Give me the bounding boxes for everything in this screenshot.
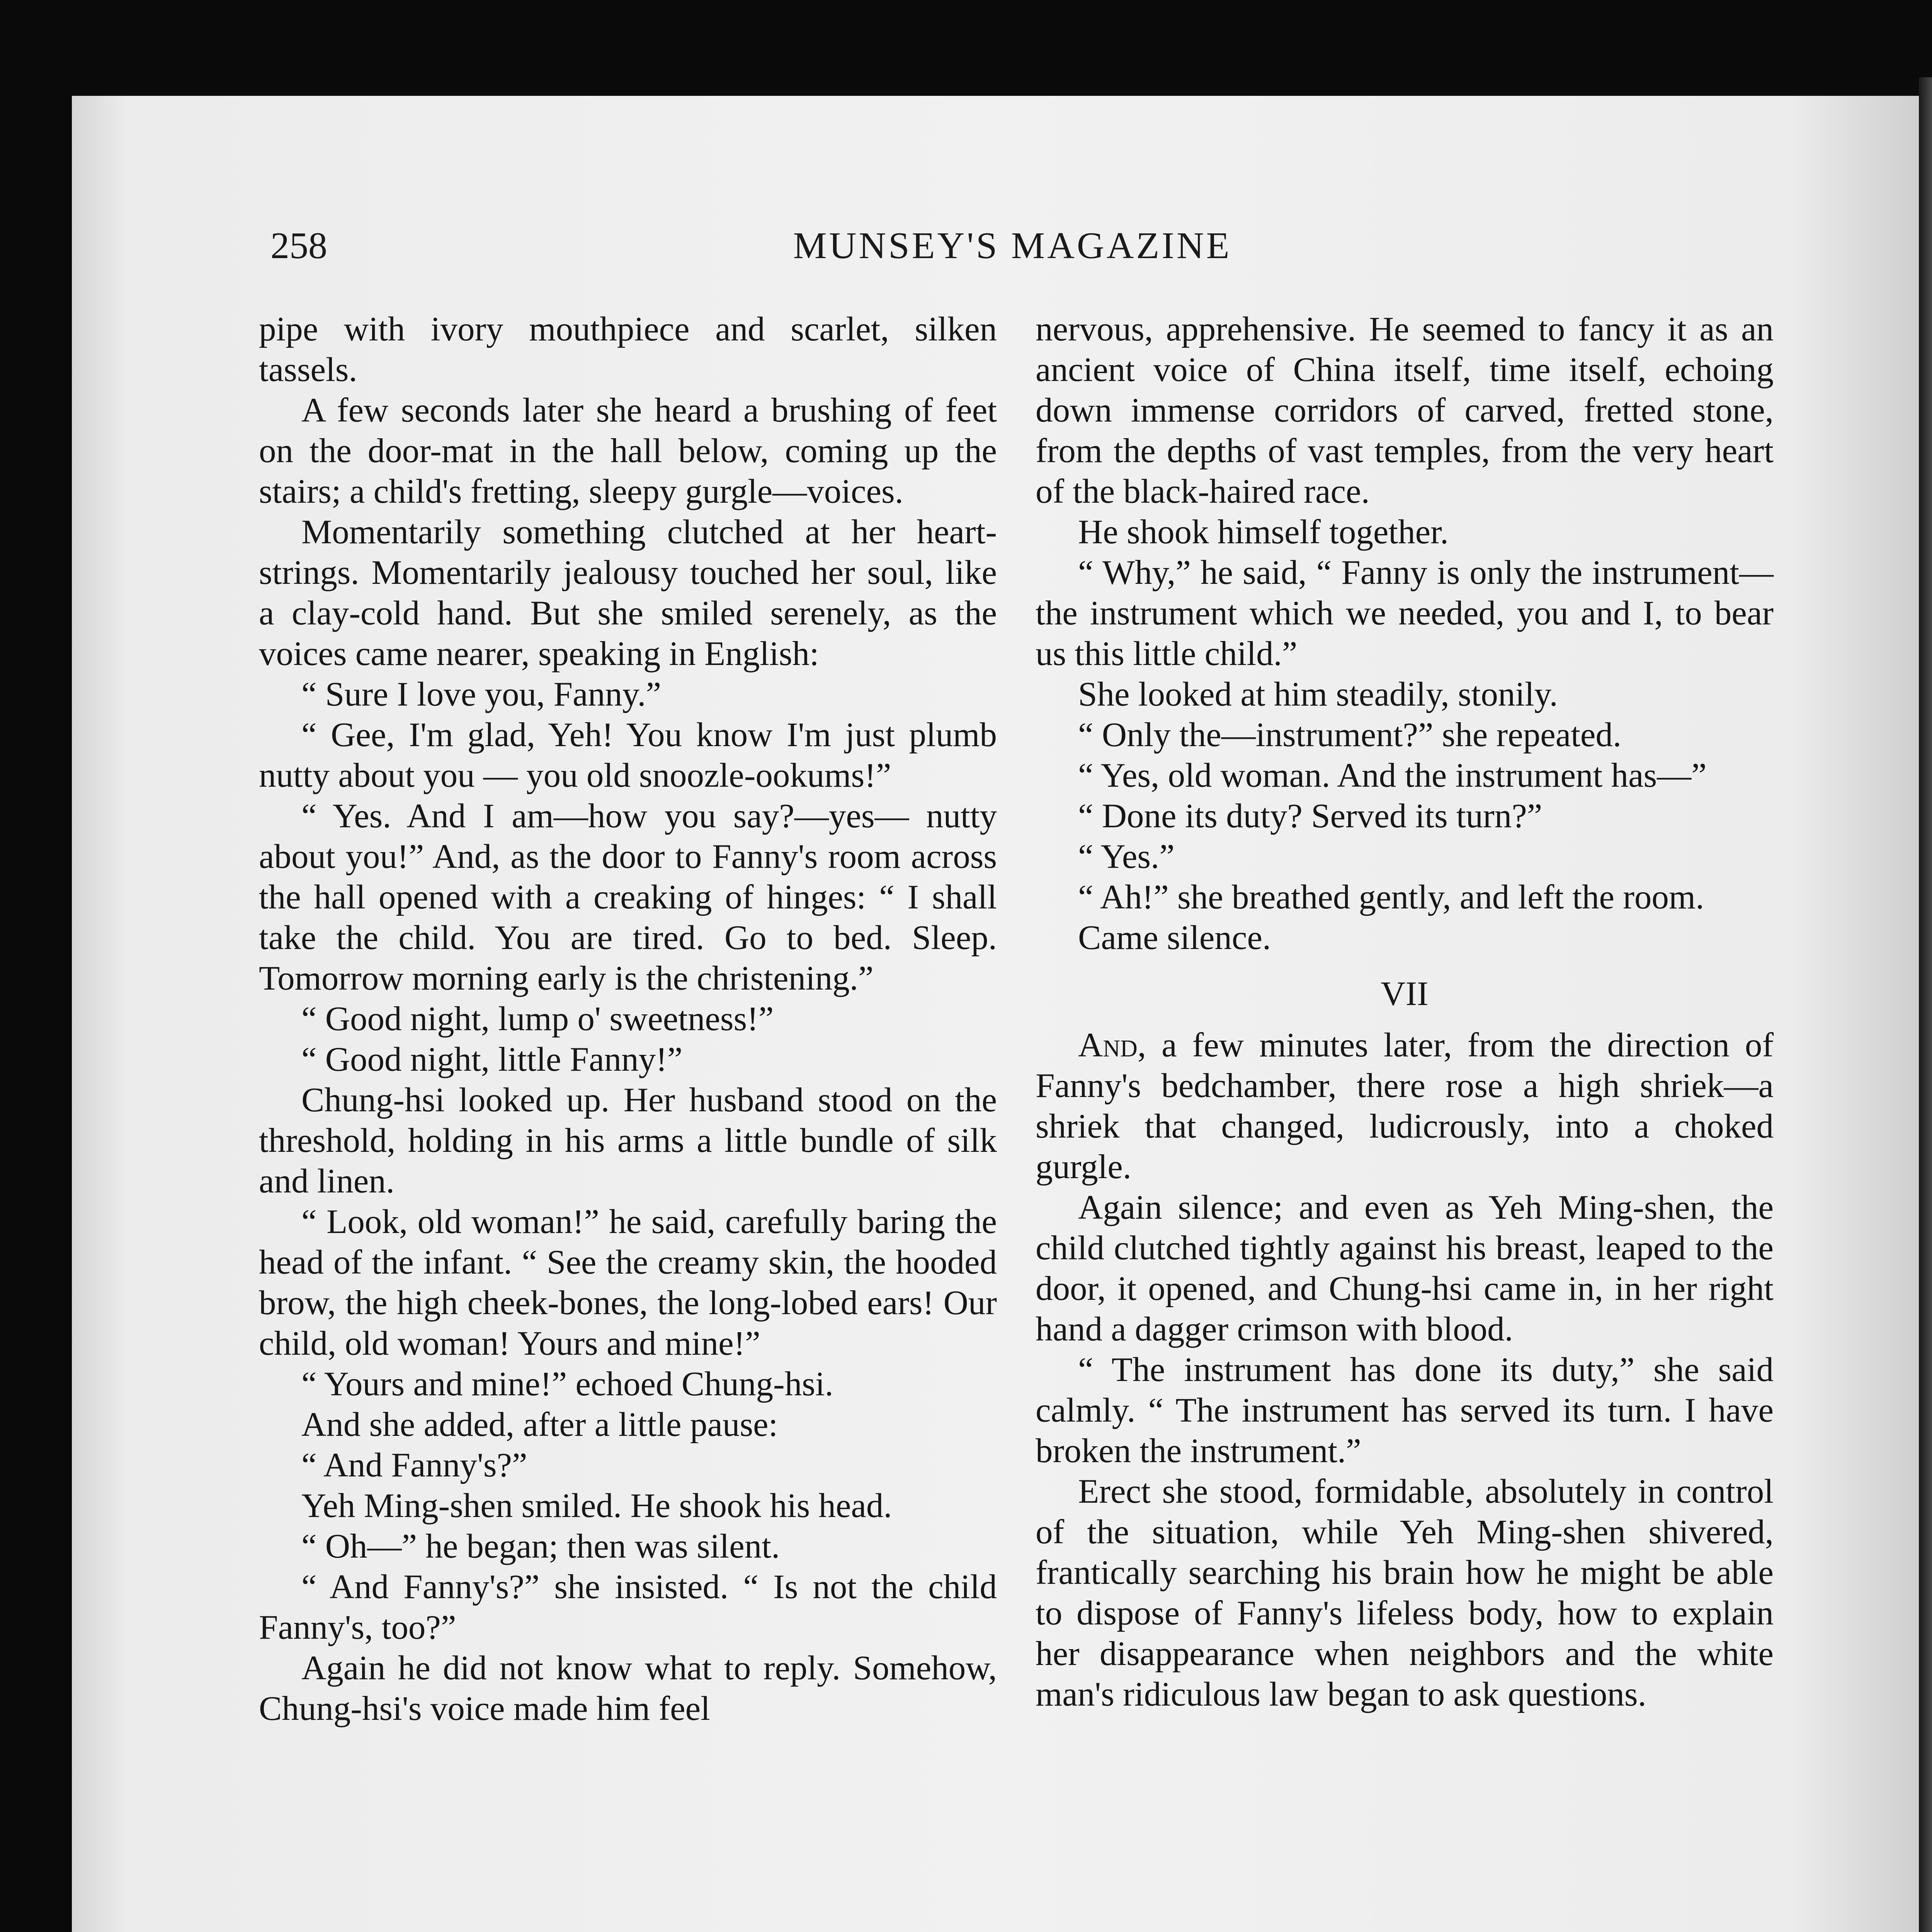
page-number: 258 xyxy=(270,225,327,267)
paragraph: “ Sure I love you, Fanny.” xyxy=(301,675,661,713)
right-column xyxy=(1036,309,1774,1715)
left-column xyxy=(259,309,997,1729)
paragraph: “ Done its duty? Served its turn?” xyxy=(1078,797,1543,835)
paragraph: “ Yes, old woman. And the instrument has—” xyxy=(1078,757,1707,794)
paragraph: “ Oh—” he began; then was silent. xyxy=(301,1527,780,1565)
page-header xyxy=(255,224,1770,278)
facing-page-edge xyxy=(1919,77,1932,1932)
paragraph: Chung-hsi looked up. Her husband stood on the threshold, holding in his arms a little bundle of silk and linen. xyxy=(259,1081,997,1200)
paragraph: Again silence; and even as Yeh Ming-shen, the child clutched tightly against his breast, leaped to the door, it opened, and Chung-hsi came in, in her right hand a dagger crimson with blood. xyxy=(1036,1189,1774,1348)
paragraph: nervous, apprehensive. He seemed to fancy it as an ancient voice of China itself, time itself, echoing down immense corridors of carved, fretted stone, from the depths of vast temples, from the very heart of the black-haired race. xyxy=(1036,310,1774,510)
paragraph: “ And Fanny's?” xyxy=(301,1446,527,1484)
paragraph: “ And Fanny's?” she insisted. “ Is not the child Fanny's, too?” xyxy=(259,1568,997,1646)
running-title: MUNSEY'S MAGAZINE xyxy=(793,225,1232,267)
paragraph: “ Why,” he said, “ Fanny is only the instrument—the instrument which we needed, you and I, to bear us this little child.” xyxy=(1036,554,1774,673)
paragraph-text: , a few minutes later, from the direction of Fanny's bedchamber, there rose a high shriek—a shriek that changed, ludicrously, into a choked gurgle. xyxy=(1036,1026,1774,1186)
drop-word: And xyxy=(1078,1026,1138,1064)
paragraph: Yeh Ming-shen smiled. He shook his head. xyxy=(301,1487,892,1525)
paragraph: “ Gee, I'm glad, Yeh! You know I'm just plumb nutty about you — you old snoozle-ookums!” xyxy=(259,716,997,794)
paragraph: And she added, after a little pause: xyxy=(301,1406,778,1444)
paragraph: “ The instrument has done its duty,” she said calmly. “ The instrument has served its turn. I have broken the instrument.” xyxy=(1036,1351,1774,1470)
paragraph: Erect she stood, formidable, absolutely in control of the situation, while Yeh Ming-shen shivered, frantically searching his brain how he might be able to dispose of Fanny's lifeless body, how to explain her disappearance when neighbors and the white man's ridiculous law began to ask questions. xyxy=(1036,1473,1774,1713)
paragraph: “ Only the—instrument?” she repeated. xyxy=(1078,716,1622,754)
paragraph: A few seconds later she heard a brushing of feet on the door-mat in the hall below, coming up the stairs; a child's fretting, sleepy gurgle—voices. xyxy=(259,391,997,510)
paragraph: Momentarily something clutched at her heart-strings. Momentarily jealousy touched her soul, like a clay-cold hand. But she smiled serenely, as the voices came nearer, speaking in English: xyxy=(259,513,997,673)
paragraph: “ Good night, little Fanny!” xyxy=(301,1041,683,1078)
section-heading: VII xyxy=(1381,975,1429,1013)
paragraph: “ Ah!” she breathed gently, and left the room. xyxy=(1078,878,1704,916)
paragraph: He shook himself together. xyxy=(1078,513,1449,551)
paragraph: pipe with ivory mouthpiece and scarlet, silken tassels. xyxy=(259,310,997,389)
paragraph: “ Yes.” xyxy=(1078,838,1175,876)
paragraph xyxy=(1036,1025,1774,1187)
paragraph: “ Yes. And I am—how you say?—yes— nutty about you!” And, as the door to Fanny's room across the hall opened with a creaking of hinges: “ I shall take the child. You are tired. Go to bed. Sleep. Tomorrow morning early is the christening.” xyxy=(259,797,997,997)
paragraph: She looked at him steadily, stonily. xyxy=(1078,675,1558,713)
paragraph: Came silence. xyxy=(1078,919,1271,957)
paragraph: “ Look, old woman!” he said, carefully baring the head of the infant. “ See the creamy skin, the hooded brow, the high cheek-bones, the long-lobed ears! Our child, old woman! Yours and mine!” xyxy=(259,1203,997,1362)
paragraph: Again he did not know what to reply. Somehow, Chung-hsi's voice made him feel xyxy=(259,1649,997,1728)
paragraph: “ Good night, lump o' sweetness!” xyxy=(301,1000,774,1038)
paragraph: “ Yours and mine!” echoed Chung-hsi. xyxy=(301,1365,833,1403)
